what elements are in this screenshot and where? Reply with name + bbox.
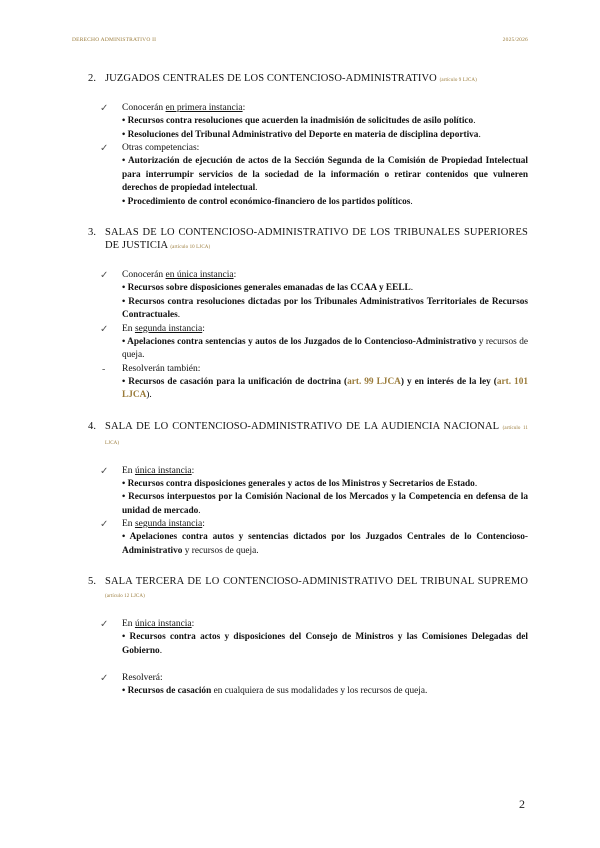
article-reference: (artículo 11 LJCA) (105, 425, 529, 446)
group-intro: En segunda instancia: (122, 519, 205, 529)
list-item: • Recursos contra actos y disposiciones del Consejo de Ministros y las Comisiones Delegadas del Gobierno. (122, 632, 528, 656)
group-intro: En única instancia: (122, 465, 195, 476)
group-otras-competencias (100, 142, 528, 209)
header-course-title: DERECHO ADMINISTRATIVO II (72, 37, 157, 43)
document-body (88, 72, 528, 699)
dash-icon: - (102, 363, 106, 375)
section-2-title (88, 72, 528, 87)
section-heading: JUZGADOS CENTRALES DE LOS CONTENCIOSO-ADMINISTRATIVO (105, 73, 437, 84)
check-icon: ✓ (100, 519, 109, 530)
section-number: 2. (88, 73, 97, 84)
section-2 (88, 72, 528, 209)
page-number: 2 (519, 797, 525, 811)
group-segunda-instancia (100, 518, 528, 558)
article-link: art. 101 LJCA (122, 376, 528, 400)
group-intro: Conocerán en única instancia: (122, 270, 237, 280)
list-item: • Recursos contra disposiciones generales y actos de los Ministros y Secretarios de Estado. (122, 478, 478, 489)
check-icon: ✓ (100, 465, 109, 477)
section-heading: SALA TERCERA DE LO CONTENCIOSO-ADMINISTRATIVO DEL TRIBUNAL SUPREMO (105, 576, 528, 587)
section-number: 5. (88, 576, 97, 587)
list-item: • Recursos contra resoluciones que acuerden la inadmisión de solicitudes de asilo político. (122, 116, 476, 126)
check-icon: ✓ (100, 143, 109, 154)
section-3 (88, 226, 528, 403)
section-number: 4. (88, 420, 97, 432)
list-item: • Apelaciones contra sentencias y autos de los Juzgados de lo Contencioso-Administrativo y recursos de queja. (122, 336, 528, 360)
article-reference: (artículo 12 LJCA) (105, 594, 145, 599)
section-3-title (88, 226, 528, 254)
section-heading: SALA DE LO CONTENCIOSO-ADMINISTRATIVO DE LA AUDIENCIA NACIONAL (105, 420, 499, 432)
group-primera-instancia (100, 102, 528, 142)
group-intro: En segunda instancia: (122, 323, 205, 334)
group-unica-instancia (100, 269, 528, 323)
list-item: • Recursos de casación en cualquiera de sus modalidades y los recursos de queja. (122, 686, 428, 696)
list-item: • Recursos sobre disposiciones generales emanadas de las CCAA y EELL. (122, 283, 414, 293)
section-heading: SALAS DE LO CONTENCIOSO-ADMINISTRATIVO DE LOS TRIBUNALES SUPERIORES DE JUSTICIA (105, 227, 528, 251)
list-item: • Recursos interpuestos por la Comisión Nacional de los Mercados y la Competencia en defensa de la unidad de mercado. (122, 492, 528, 516)
list-item: • Recursos contra resoluciones dictadas por los Tribunales Administrativos Territoriales de Recursos Contractuales. (122, 296, 528, 320)
group-segunda-instancia (100, 323, 528, 363)
list-item: • Apelaciones contra autos y sentencias dictados por los Juzgados Centrales de lo Contencioso-Administrativo y recursos de queja. (122, 532, 528, 556)
section-4-title (88, 420, 528, 450)
section-number: 3. (88, 227, 97, 238)
list-item: • Procedimiento de control económico-financiero de los partidos políticos. (122, 196, 413, 207)
check-icon: ✓ (100, 619, 109, 630)
group-intro: Resolverán también: (122, 363, 201, 374)
group-unica-instancia (100, 618, 528, 658)
group-intro: En única instancia: (122, 619, 195, 629)
section-5 (88, 575, 528, 699)
check-icon: ✓ (100, 103, 109, 114)
list-item: • Resoluciones del Tribunal Administrativo del Deporte en materia de disciplina deportiva. (122, 129, 481, 140)
group-intro: Conocerán en primera instancia: (122, 103, 246, 113)
group-unica-instancia (100, 465, 528, 519)
section-4 (88, 420, 528, 559)
check-icon: ✓ (100, 270, 109, 281)
list-item: • Recursos de casación para la unificación de doctrina (art. 99 LJCA) y en interés de la ley (art. 101 LJCA). (122, 376, 528, 400)
article-reference: (artículo 9 LJCA) (439, 78, 477, 83)
group-resolveran (102, 363, 528, 403)
check-icon: ✓ (100, 323, 109, 335)
group-intro: Otras competencias: (122, 143, 200, 153)
article-link: art. 99 LJCA (347, 376, 401, 387)
article-reference: (artículo 10 LJCA) (170, 245, 211, 250)
section-5-title (88, 575, 528, 603)
list-item: • Autorización de ejecución de actos de la Sección Segunda de la Comisión de Propiedad Intelectual para interrumpir servicios de la sociedad de la información o retirar contenidos que vulneren derechos de propiedad intelectual. (122, 156, 528, 193)
header-academic-year: 2025/2026 (502, 37, 528, 43)
group-resolvera (100, 672, 528, 699)
check-icon: ✓ (100, 673, 109, 684)
group-intro: Resolverá: (122, 673, 163, 683)
